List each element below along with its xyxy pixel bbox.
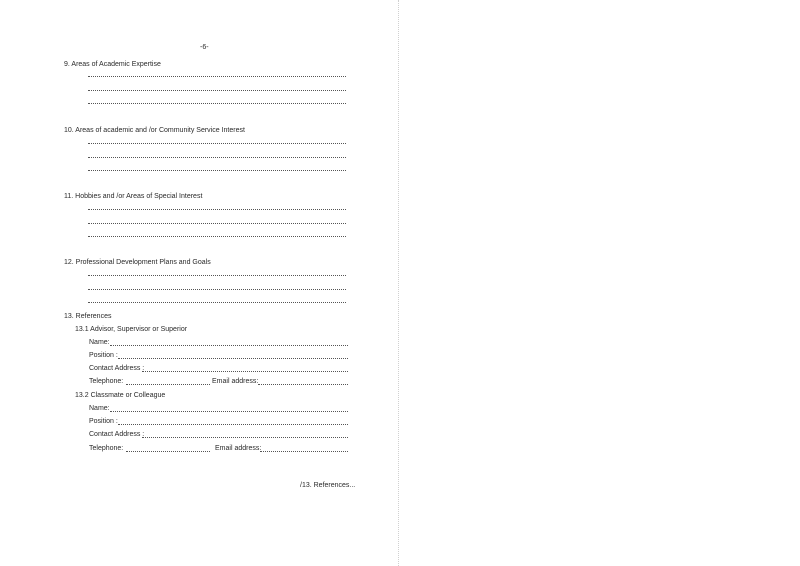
section-12-line-1[interactable] <box>88 275 346 276</box>
continuation-note: /13. References... <box>300 482 356 489</box>
section-9-line-2[interactable] <box>88 90 346 91</box>
reference-2-contact-label: Contact Address : <box>89 431 145 438</box>
section-10-line-1[interactable] <box>88 143 346 144</box>
section-10-line-2[interactable] <box>88 157 346 158</box>
center-fold-line <box>398 0 399 566</box>
section-11-line-2[interactable] <box>88 223 346 224</box>
section-13-title: 13. References <box>64 313 112 320</box>
section-12-line-2[interactable] <box>88 289 346 290</box>
section-11-line-1[interactable] <box>88 209 346 210</box>
section-12-title: 12. Professional Development Plans and Goals <box>64 259 211 266</box>
section-9-line-3[interactable] <box>88 103 346 104</box>
reference-2-position-field[interactable] <box>118 424 348 425</box>
reference-2-email-label: Email address: <box>215 445 262 452</box>
section-10-title: 10. Areas of academic and /or Community Service Interest <box>64 127 245 134</box>
reference-2-email-field[interactable] <box>260 451 348 452</box>
reference-1-name-field[interactable] <box>110 345 348 346</box>
reference-1-telephone-field[interactable] <box>126 384 210 385</box>
reference-1-email-label: Email address: <box>212 378 259 385</box>
reference-2-contact-field[interactable] <box>142 437 348 438</box>
section-11-title: 11. Hobbies and /or Areas of Special Interest <box>64 193 203 200</box>
reference-2-title: 13.2 Classmate or Colleague <box>75 392 166 399</box>
section-11-line-3[interactable] <box>88 236 346 237</box>
reference-1-position-field[interactable] <box>118 358 348 359</box>
section-12-line-3[interactable] <box>88 302 346 303</box>
page-number: -6- <box>200 44 209 51</box>
reference-1-contact-field[interactable] <box>142 371 348 372</box>
reference-1-title: 13.1 Advisor, Supervisor or Superior <box>75 326 188 333</box>
reference-2-telephone-field[interactable] <box>126 451 210 452</box>
reference-2-telephone-label: Telephone: <box>89 445 124 452</box>
reference-1-email-field[interactable] <box>258 384 348 385</box>
section-9-title: 9. Areas of Academic Expertise <box>64 61 161 68</box>
reference-1-name-label: Name: <box>89 339 110 346</box>
reference-2-position-label: Position : <box>89 418 118 425</box>
section-9-line-1[interactable] <box>88 76 346 77</box>
reference-2-name-field[interactable] <box>110 411 348 412</box>
reference-1-contact-label: Contact Address : <box>89 365 145 372</box>
reference-2-name-label: Name: <box>89 405 110 412</box>
section-10-line-3[interactable] <box>88 170 346 171</box>
reference-1-position-label: Position : <box>89 352 118 359</box>
reference-1-telephone-label: Telephone: <box>89 378 124 385</box>
